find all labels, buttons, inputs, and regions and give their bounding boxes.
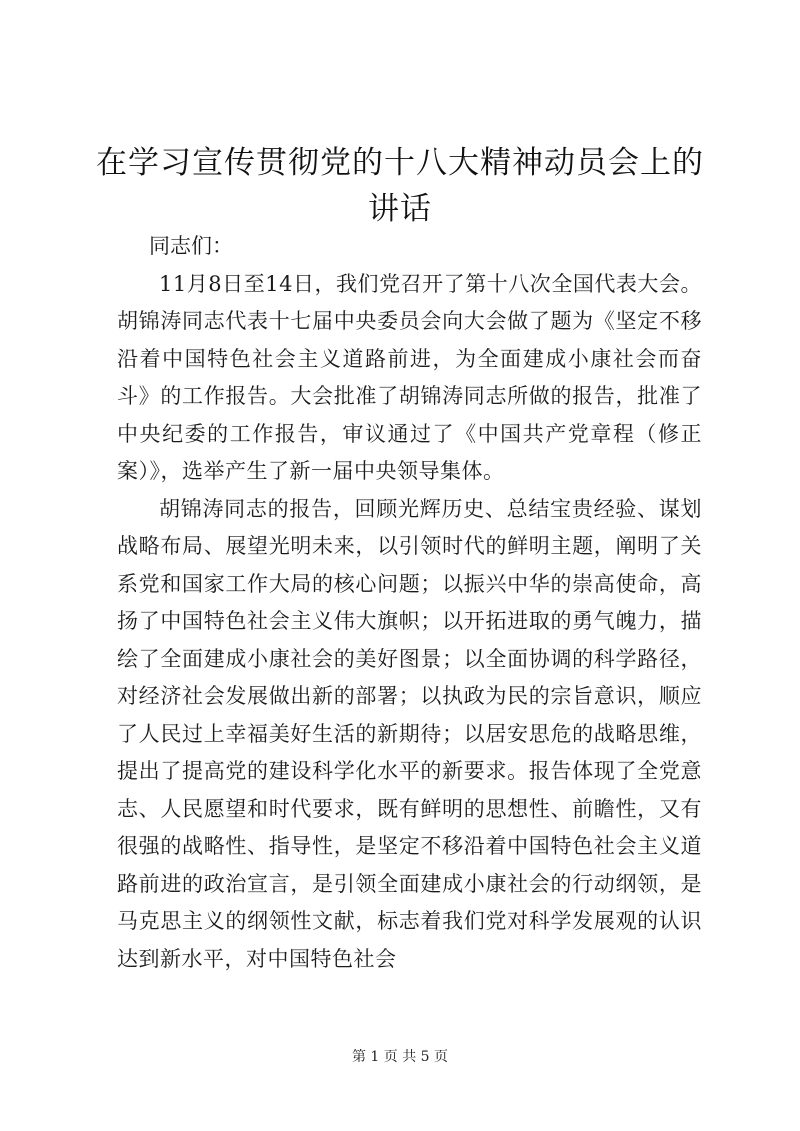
paragraph-2: 胡锦涛同志的报告，回顾光辉历史、总结宝贵经验、谋划战略布局、展望光明未来，以引领时代的鲜明主题，阐明了关系党和国家工作大局的核心问题；以振兴中华的崇高使命，高扬了中国特色社会主义伟大旗帜；以开拓进取的勇气魄力，描绘了全面建成小康社会的美好图景；以全面协调的科学路径，对经济社会发展做出新的部署；以执政为民的宗旨意识，顺应了人民过上幸福美好生活的新期待；以居安思危的战略思维，提出了提高党的建设科学化水平的新要求。报告体现了全党意志、人民愿望和时代要求，既有鲜明的思想性、前瞻性，又有很强的战略性、指导性，是坚定不移沿着中国特色社会主义道路前进的政治宣言，是引领全面建成小康社会的行动纲领，是马克思主义的纲领性文献，标志着我们党对科学发展观的认识达到新水平，对中国特色社会 — [117, 496, 702, 971]
paragraph-1: 11月8日至14日，我们党召开了第十八次全国代表大会。胡锦涛同志代表十七届中央委员会向大会做了题为《坚定不移沿着中国特色社会主义道路前进，为全面建成小康社会而奋斗》的工作报告。大会批准了胡锦涛同志所做的报告，批准了中央纪委的工作报告，审议通过了《中国共产党章程（修正案）》，选举产生了新一届中央领导集体。 — [117, 271, 702, 483]
page-footer: 第 1 页 共 5 页 — [351, 1049, 449, 1065]
salutation: 同志们： — [149, 234, 233, 258]
document-body — [117, 228, 702, 978]
document-title: 在学习宣传贯彻党的十八大精神动员会上的讲话 — [96, 145, 704, 227]
